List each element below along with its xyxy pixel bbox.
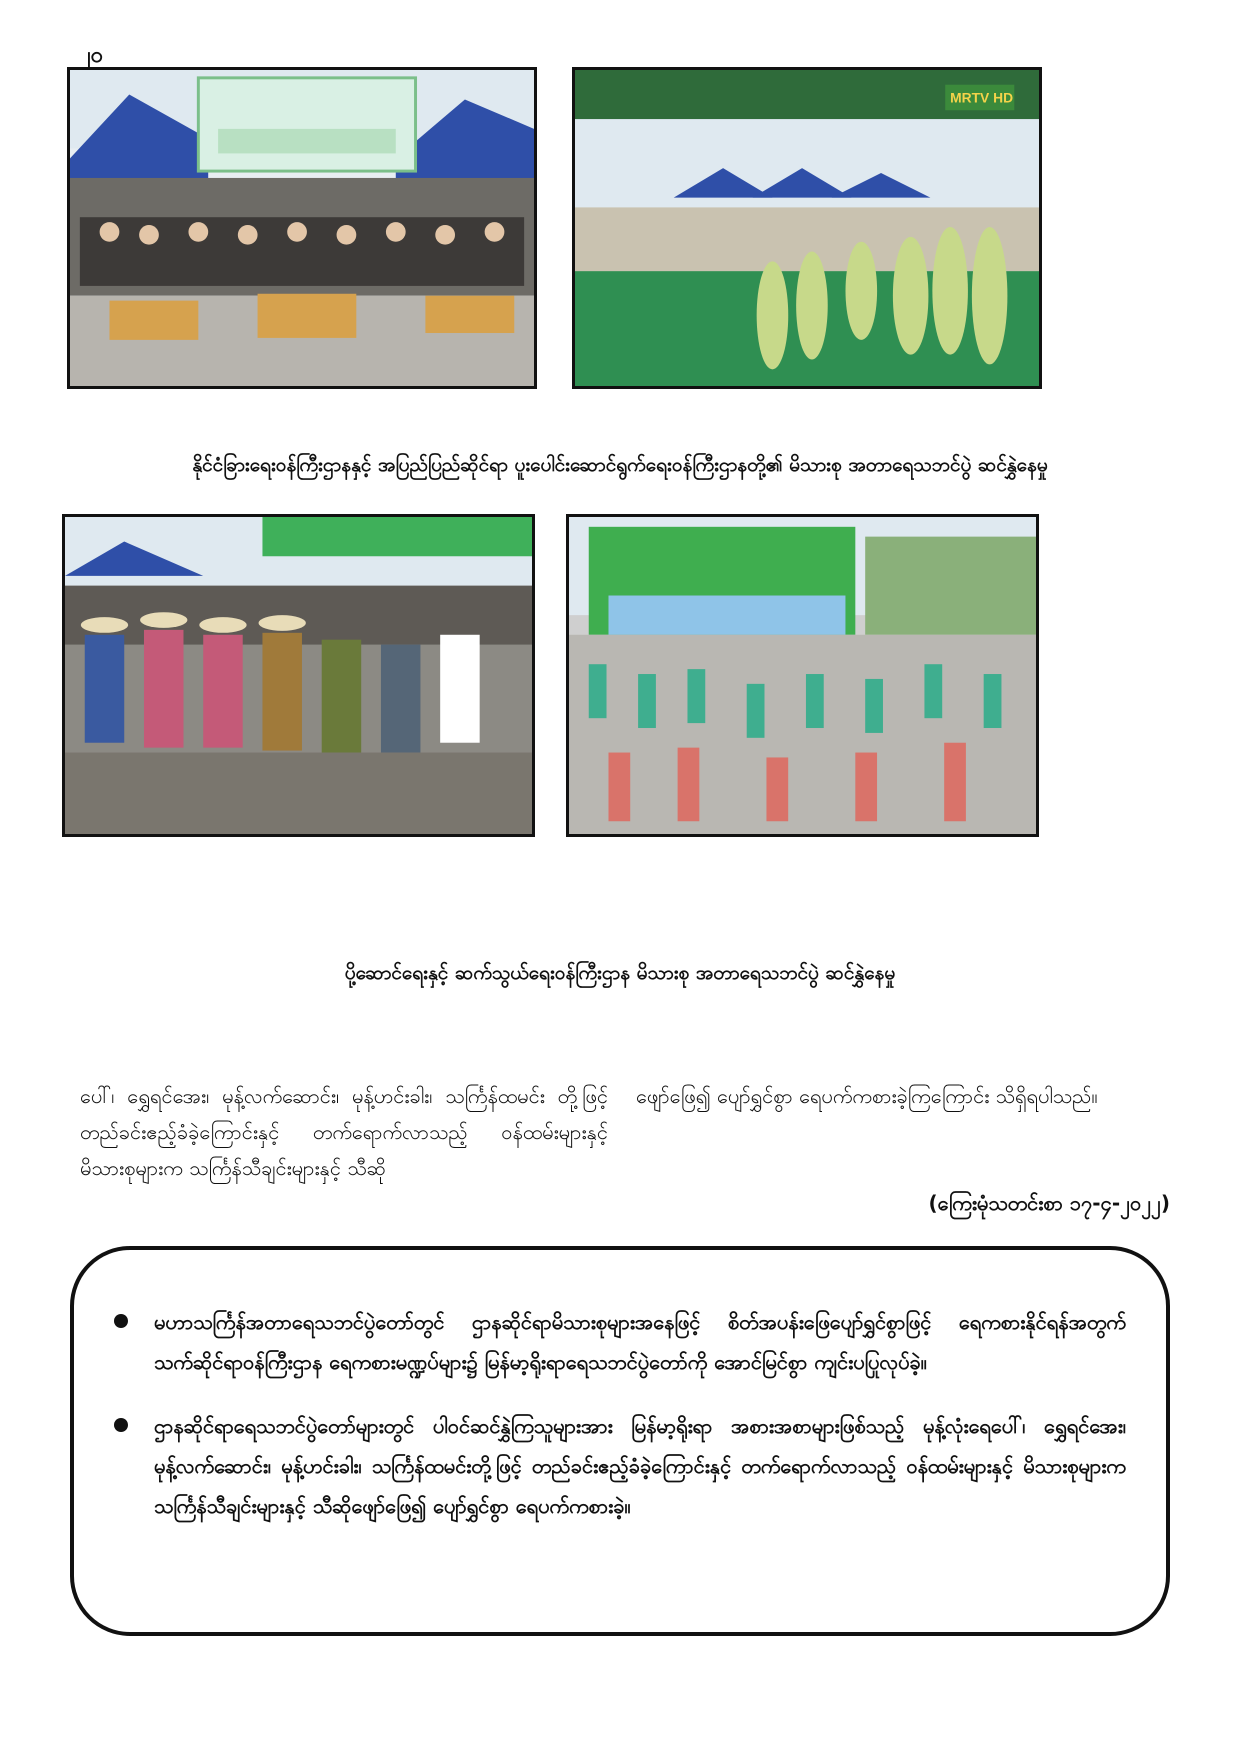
photo-icon [569,517,1036,834]
bullet-icon [114,1418,128,1432]
photo-crowd-festival [566,514,1039,837]
caption-bottom: ပို့ဆောင်ရေးနှင့် ဆက်သွယ်ရေးဝန်ကြီးဌာန မိသားစု အတာရေသဘင်ပွဲ ဆင်နွှဲနေမှု [344,962,896,984]
photo-dancers-stage [572,67,1042,389]
summary-text: ဌာနဆိုင်ရာရေသဘင်ပွဲတော်များတွင် ပါဝင်ဆင်နွှဲကြသူများအား မြန်မာ့ရိုးရာ အစားအစာများဖြစ်သည့် မုန့်လုံးရေပေါ်၊ ရွှေရင်အေး၊ မုန့်လက်ဆောင်း၊ မုန့်ဟင်းခါး၊ သင်္ကြန်ထမင်းတို့ဖြင့် တည်ခင်းဧည့်ခံခဲ့ကြောင်းနှင့် တက်ရောက်လာသည့် ဝန်ထမ်းများနှင့် မိသားစုများက သင်္ကြန်သီချင်းများနှင့် သီဆိုဖျော်ဖြေ၍ ပျော်ရွှင်စွာ ရေပက်ကစားခဲ့။ [154,1414,1126,1518]
mrtv-watermark: MRTV HD [950,90,1014,106]
photo-ministry-seating [67,67,537,389]
page-number: ၂၀ [80,43,104,68]
photo-men-dancing [62,514,535,837]
summary-item [114,1302,1126,1382]
caption-top: နိုင်ငံခြားရေးဝန်ကြီးဌာနနှင့် အပြည်ပြည်ဆိုင်ရာ ပူးပေါင်းဆောင်ရွက်ရေးဝန်ကြီးဌာနတို့၏ မိသားစု အတာရေသဘင်ပွဲ ဆင်နွှဲနေမှု [192,454,1048,476]
bullet-icon [114,1314,128,1328]
article-column-right: ဖျော်ဖြေ၍ ပျော်ရွှင်စွာ ရေပက်ကစားခဲ့ကြကြောင်း သိရှိရပါသည်။ [636,1084,1098,1108]
summary-text: မဟာသင်္ကြန်အတာရေသဘင်ပွဲတော်တွင် ဌာနဆိုင်ရာမိသားစုများအနေဖြင့် စိတ်အပန်းဖြေပျော်ရွှင်စွာဖြင့် ရေကစားနိုင်ရန်အတွက် သက်ဆိုင်ရာဝန်ကြီးဌာန ရေကစားမဏ္ဍပ်များ၌ မြန်မာ့ရိုးရာရေသဘင်ပွဲတော်ကို အောင်မြင်စွာ ကျင်းပပြုလုပ်ခဲ့။ [154,1310,1126,1374]
summary-item [114,1406,1126,1526]
article-column-left: ပေါ်၊ ရွှေရင်အေး၊ မုန့်လက်ဆောင်း၊ မုန့်ဟင်းခါး၊ သင်္ကြန်ထမင်း တို့ဖြင့် တည်ခင်းဧည့်ခံခဲ့ကြောင်းနှင့် တက်ရောက်လာသည့် ဝန်ထမ်းများနှင့် မိသားစုများက သင်္ကြန်သီချင်းများနှင့် သီဆို [80,1084,608,1180]
photo-icon [65,517,532,834]
summary-box [70,1246,1170,1636]
photo-icon [575,70,1039,386]
photo-icon [70,70,534,386]
article-source: (ကြေးမုံသတင်းစာ ၁၇-၄-၂၀၂၂) [928,1191,1170,1215]
